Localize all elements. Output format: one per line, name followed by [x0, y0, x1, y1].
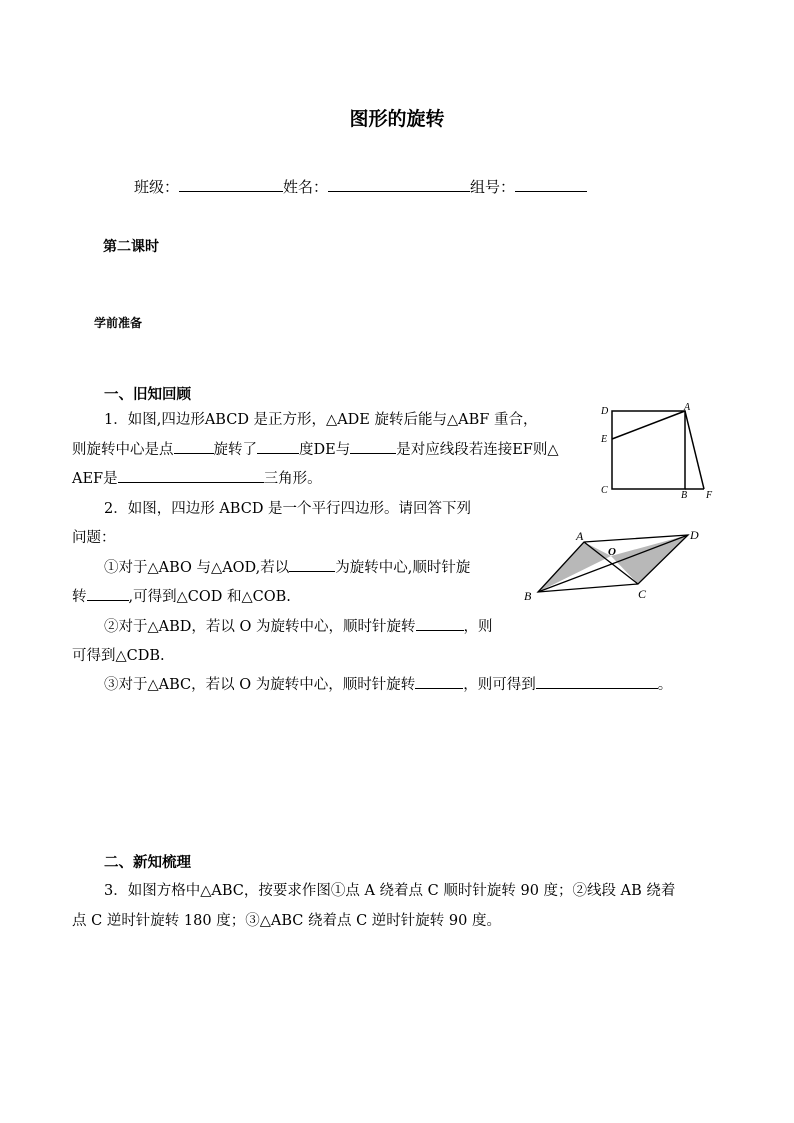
label-a2: A [576, 529, 584, 543]
label-f: F [706, 490, 713, 501]
prep-label: 学前准备 [94, 316, 143, 330]
class-blank[interactable] [179, 177, 283, 192]
group-label: 组号： [470, 178, 516, 196]
q2-s1-cont: 转 ,可得到△COD 和△COB. [72, 589, 291, 605]
q1-blank-segment[interactable] [350, 440, 396, 454]
segment-af [685, 411, 704, 489]
label-d: D [601, 406, 609, 417]
square-abcd [612, 411, 685, 489]
q2-blank-result[interactable] [536, 675, 658, 689]
label-b: B [681, 490, 688, 501]
label-c2: C [638, 587, 647, 601]
q1-line3: AEF是 三角形。 [72, 471, 322, 487]
q1-line2: 则旋转中心是点 旋转了 度DE与 是对应线段若连接EF则△ [72, 442, 559, 458]
segment-ae [612, 411, 685, 439]
q2-blank-center[interactable] [289, 558, 335, 572]
q1-blank-triangle[interactable] [118, 469, 264, 483]
q2-s1: ①对于△ABO 与△AOD,若以 为旋转中心,顺时针旋 [104, 560, 471, 576]
name-blank[interactable] [328, 177, 470, 192]
student-info-line [134, 176, 587, 197]
q2-blank-angle2[interactable] [416, 617, 464, 631]
shaded-triangle-abo [538, 542, 611, 592]
label-a: A [684, 402, 691, 413]
name-label: 姓名： [283, 178, 329, 196]
section1-heading: 一、旧知回顾 [104, 387, 191, 403]
q2-s2-cont: 可得到△CDB. [72, 648, 165, 664]
q2-s2: ②对于△ABD，若以 O 为旋转中心，顺时针旋转 ，则 [104, 619, 493, 635]
square-figure [596, 400, 726, 504]
q2-line1: 2．如图，四边形 ABCD 是一个平行四边形。请回答下列 [104, 501, 472, 517]
q2-blank-angle3[interactable] [415, 675, 463, 689]
label-e: E [601, 434, 608, 445]
section2-heading: 二、新知梳理 [104, 855, 191, 871]
lesson-label: 第二课时 [103, 239, 159, 255]
label-o: O [608, 546, 616, 558]
page-title: 图形的旋转 [349, 108, 445, 130]
class-label: 班级： [134, 178, 180, 196]
group-blank[interactable] [515, 177, 587, 192]
q2-line2: 问题： [72, 530, 116, 546]
label-c: C [601, 485, 608, 496]
q1-blank-degree[interactable] [257, 440, 299, 454]
q1-line1: 1．如图,四边形ABCD 是正方形，△ADE 旋转后能与△ABF 重合， [104, 412, 538, 428]
q2-s3: ③对于△ABC，若以 O 为旋转中心，顺时针旋转 ，则可得到 。 [104, 677, 673, 693]
q1-blank-center[interactable] [174, 440, 214, 454]
q2-blank-angle1[interactable] [87, 587, 129, 601]
label-d2: D [690, 528, 699, 542]
q3-line2: 点 C 逆时针旋转 180 度；③△ABC 绕着点 C 逆时针旋转 90 度。 [72, 913, 501, 929]
diagonal-bd [538, 535, 688, 592]
parallelogram-figure [518, 522, 708, 604]
q3-line1: 3．如图方格中△ABC，按要求作图①点 A 绕着点 C 顺时针旋转 90 度；②线段 AB 绕着 [104, 883, 676, 899]
label-b2: B [524, 589, 532, 603]
